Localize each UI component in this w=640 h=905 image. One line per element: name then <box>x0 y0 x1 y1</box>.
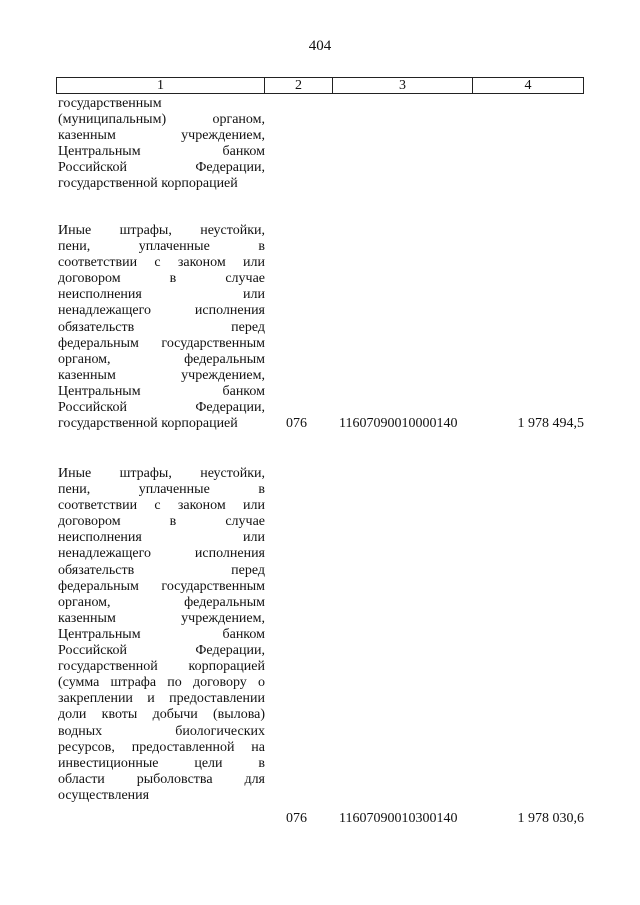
description-line: казенным учреждением, <box>58 128 265 144</box>
row-description <box>58 466 265 804</box>
description-line: (сумма штрафа по договору о <box>58 675 265 691</box>
table-row <box>58 223 584 432</box>
description-line: закреплении и предоставлении <box>58 691 265 707</box>
description-line: договором в случае <box>58 514 265 530</box>
description-line: неисполнения или <box>58 287 265 303</box>
description-line: инвестиционные цели в <box>58 755 265 771</box>
kbk-code: 11607090010300140 <box>339 811 458 826</box>
description-line: пени, уплаченные в <box>58 482 265 498</box>
page-number: 404 <box>308 38 332 54</box>
description-line: области рыболовства для <box>58 771 265 787</box>
description-line: Российской Федерации, <box>58 160 265 176</box>
header-col-2: 2 <box>265 78 333 93</box>
description-line: федеральным государственным <box>58 335 265 351</box>
table-header <box>56 77 584 94</box>
description-line: Центральным банком <box>58 383 265 399</box>
description-line: ненадлежащего исполнения <box>58 546 265 562</box>
header-col-3: 3 <box>333 78 473 93</box>
description-line: казенным учреждением, <box>58 367 265 383</box>
description-line: пени, уплаченные в <box>58 239 265 255</box>
row-description <box>58 223 265 432</box>
description-line: ресурсов, предоставленной на <box>58 739 265 755</box>
description-line: казенным учреждением, <box>58 610 265 626</box>
description-line: органом, федеральным <box>58 594 265 610</box>
description-line: неисполнения или <box>58 530 265 546</box>
description-line: Российской Федерации, <box>58 400 265 416</box>
description-line: органом, федеральным <box>58 351 265 367</box>
description-line: государственной корпорацией <box>58 176 238 192</box>
description-line: ненадлежащего исполнения <box>58 303 265 319</box>
description-line: государственной корпорацией <box>58 416 238 432</box>
description-line: Иные штрафы, неустойки, <box>58 466 265 481</box>
description-line: договором в случае <box>58 271 265 287</box>
admin-code: 076 <box>286 811 307 826</box>
table-row <box>58 466 584 826</box>
row-description <box>58 96 265 193</box>
admin-code: 076 <box>286 416 307 431</box>
description-line: обязательств перед <box>58 562 265 578</box>
amount: 1 978 030,6 <box>517 811 584 826</box>
description-line: Центральным банком <box>58 626 265 642</box>
header-col-4: 4 <box>524 78 532 93</box>
amount: 1 978 494,5 <box>517 416 584 431</box>
header-col-1: 1 <box>57 78 265 93</box>
description-line: доли квоты добычи (вылова) <box>58 707 265 723</box>
kbk-code: 11607090010000140 <box>339 416 458 431</box>
description-line: Российской Федерации, <box>58 643 265 659</box>
description-line: федеральным государственным <box>58 578 265 594</box>
description-line: Иные штрафы, неустойки, <box>58 223 265 238</box>
description-line: государственной корпорацией <box>58 659 265 675</box>
description-line: обязательств перед <box>58 319 265 335</box>
description-line: осуществления <box>58 787 150 803</box>
description-line: водных биологических <box>58 723 265 739</box>
description-line: Центральным банком <box>58 144 265 160</box>
description-line: соответствии с законом или <box>58 498 265 514</box>
table-row <box>58 96 584 193</box>
description-line: соответствии с законом или <box>58 255 265 271</box>
description-line: государственным <box>58 96 162 111</box>
description-line: (муниципальным) органом, <box>58 112 265 128</box>
